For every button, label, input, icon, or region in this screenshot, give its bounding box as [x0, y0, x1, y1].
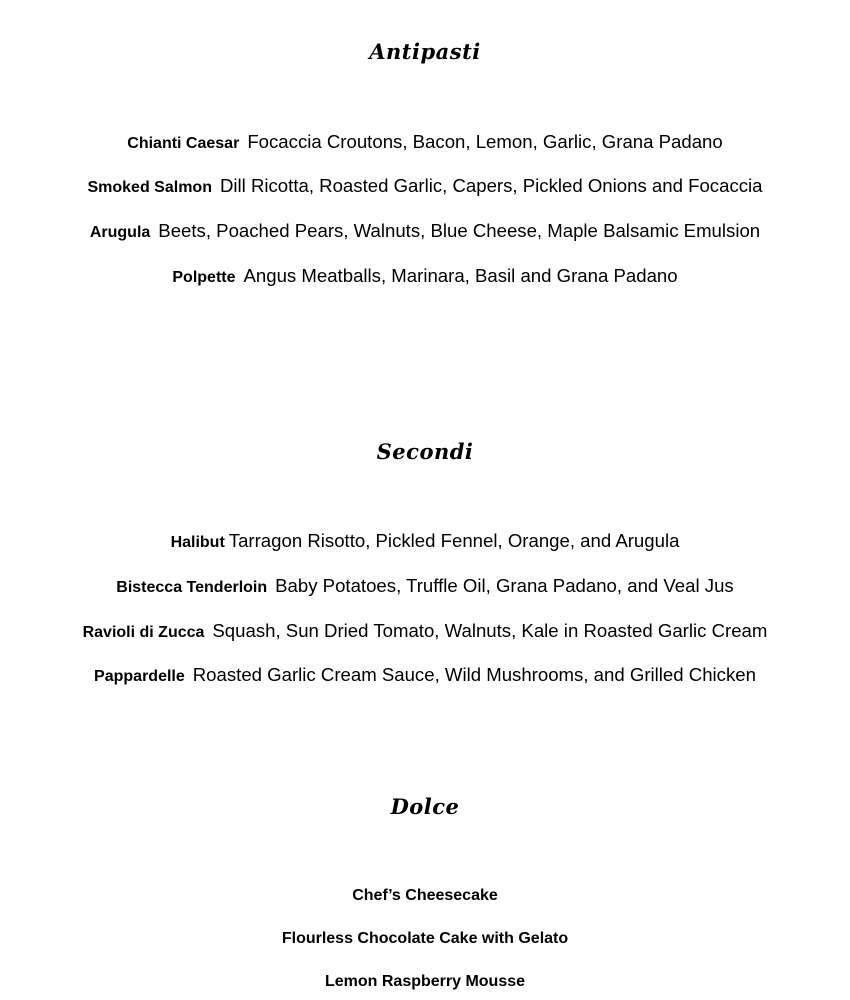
menu-item-name: Pappardelle	[94, 668, 185, 685]
menu-item-name: Arugula	[89, 224, 151, 241]
dessert-item: Flourless Chocolate Cake with Gelato	[281, 930, 569, 947]
dessert-item: Lemon Raspberry Mousse	[324, 973, 526, 990]
menu-item	[0, 662, 850, 690]
menu-item	[0, 618, 850, 646]
section-title-dolce: Dolce	[390, 794, 460, 819]
menu-item-name: Smoked Salmon	[87, 179, 212, 196]
menu-item-name: Chianti Caesar	[127, 135, 240, 152]
menu-item	[0, 173, 850, 201]
section-title-secondi: Secondi	[376, 439, 474, 464]
menu-item-description: Beets, Poached Pears, Walnuts, Blue Cheese, Maple Balsamic Emulsion	[158, 220, 761, 241]
menu-item-name: Polpette	[172, 269, 236, 286]
menu-item	[0, 263, 850, 291]
menu-item-description: Squash, Sun Dried Tomato, Walnuts, Kale in Roasted Garlic Cream	[212, 620, 768, 641]
menu-item	[0, 573, 850, 601]
menu-item-name: Ravioli di Zucca	[82, 624, 205, 641]
menu-item	[0, 528, 850, 556]
menu-item	[0, 129, 850, 157]
menu-item-description: Roasted Garlic Cream Sauce, Wild Mushrooms, and Grilled Chicken	[192, 664, 756, 685]
menu-item-description: Tarragon Risotto, Pickled Fennel, Orange, and Arugula	[228, 530, 680, 551]
menu-item-description: Baby Potatoes, Truffle Oil, Grana Padano, and Veal Jus	[275, 575, 734, 596]
menu-item-description: Angus Meatballs, Marinara, Basil and Grana Padano	[243, 265, 678, 286]
section-title-antipasti: Antipasti	[369, 39, 481, 64]
menu-item-name: Halibut	[170, 534, 225, 551]
menu-item-description: Dill Ricotta, Roasted Garlic, Capers, Pickled Onions and Focaccia	[219, 175, 763, 196]
menu-item-description: Focaccia Croutons, Bacon, Lemon, Garlic, Grana Padano	[247, 131, 723, 152]
menu-item-name: Bistecca Tenderloin	[116, 579, 268, 596]
dessert-item: Chef’s Cheesecake	[352, 887, 498, 904]
menu-item	[0, 218, 850, 246]
